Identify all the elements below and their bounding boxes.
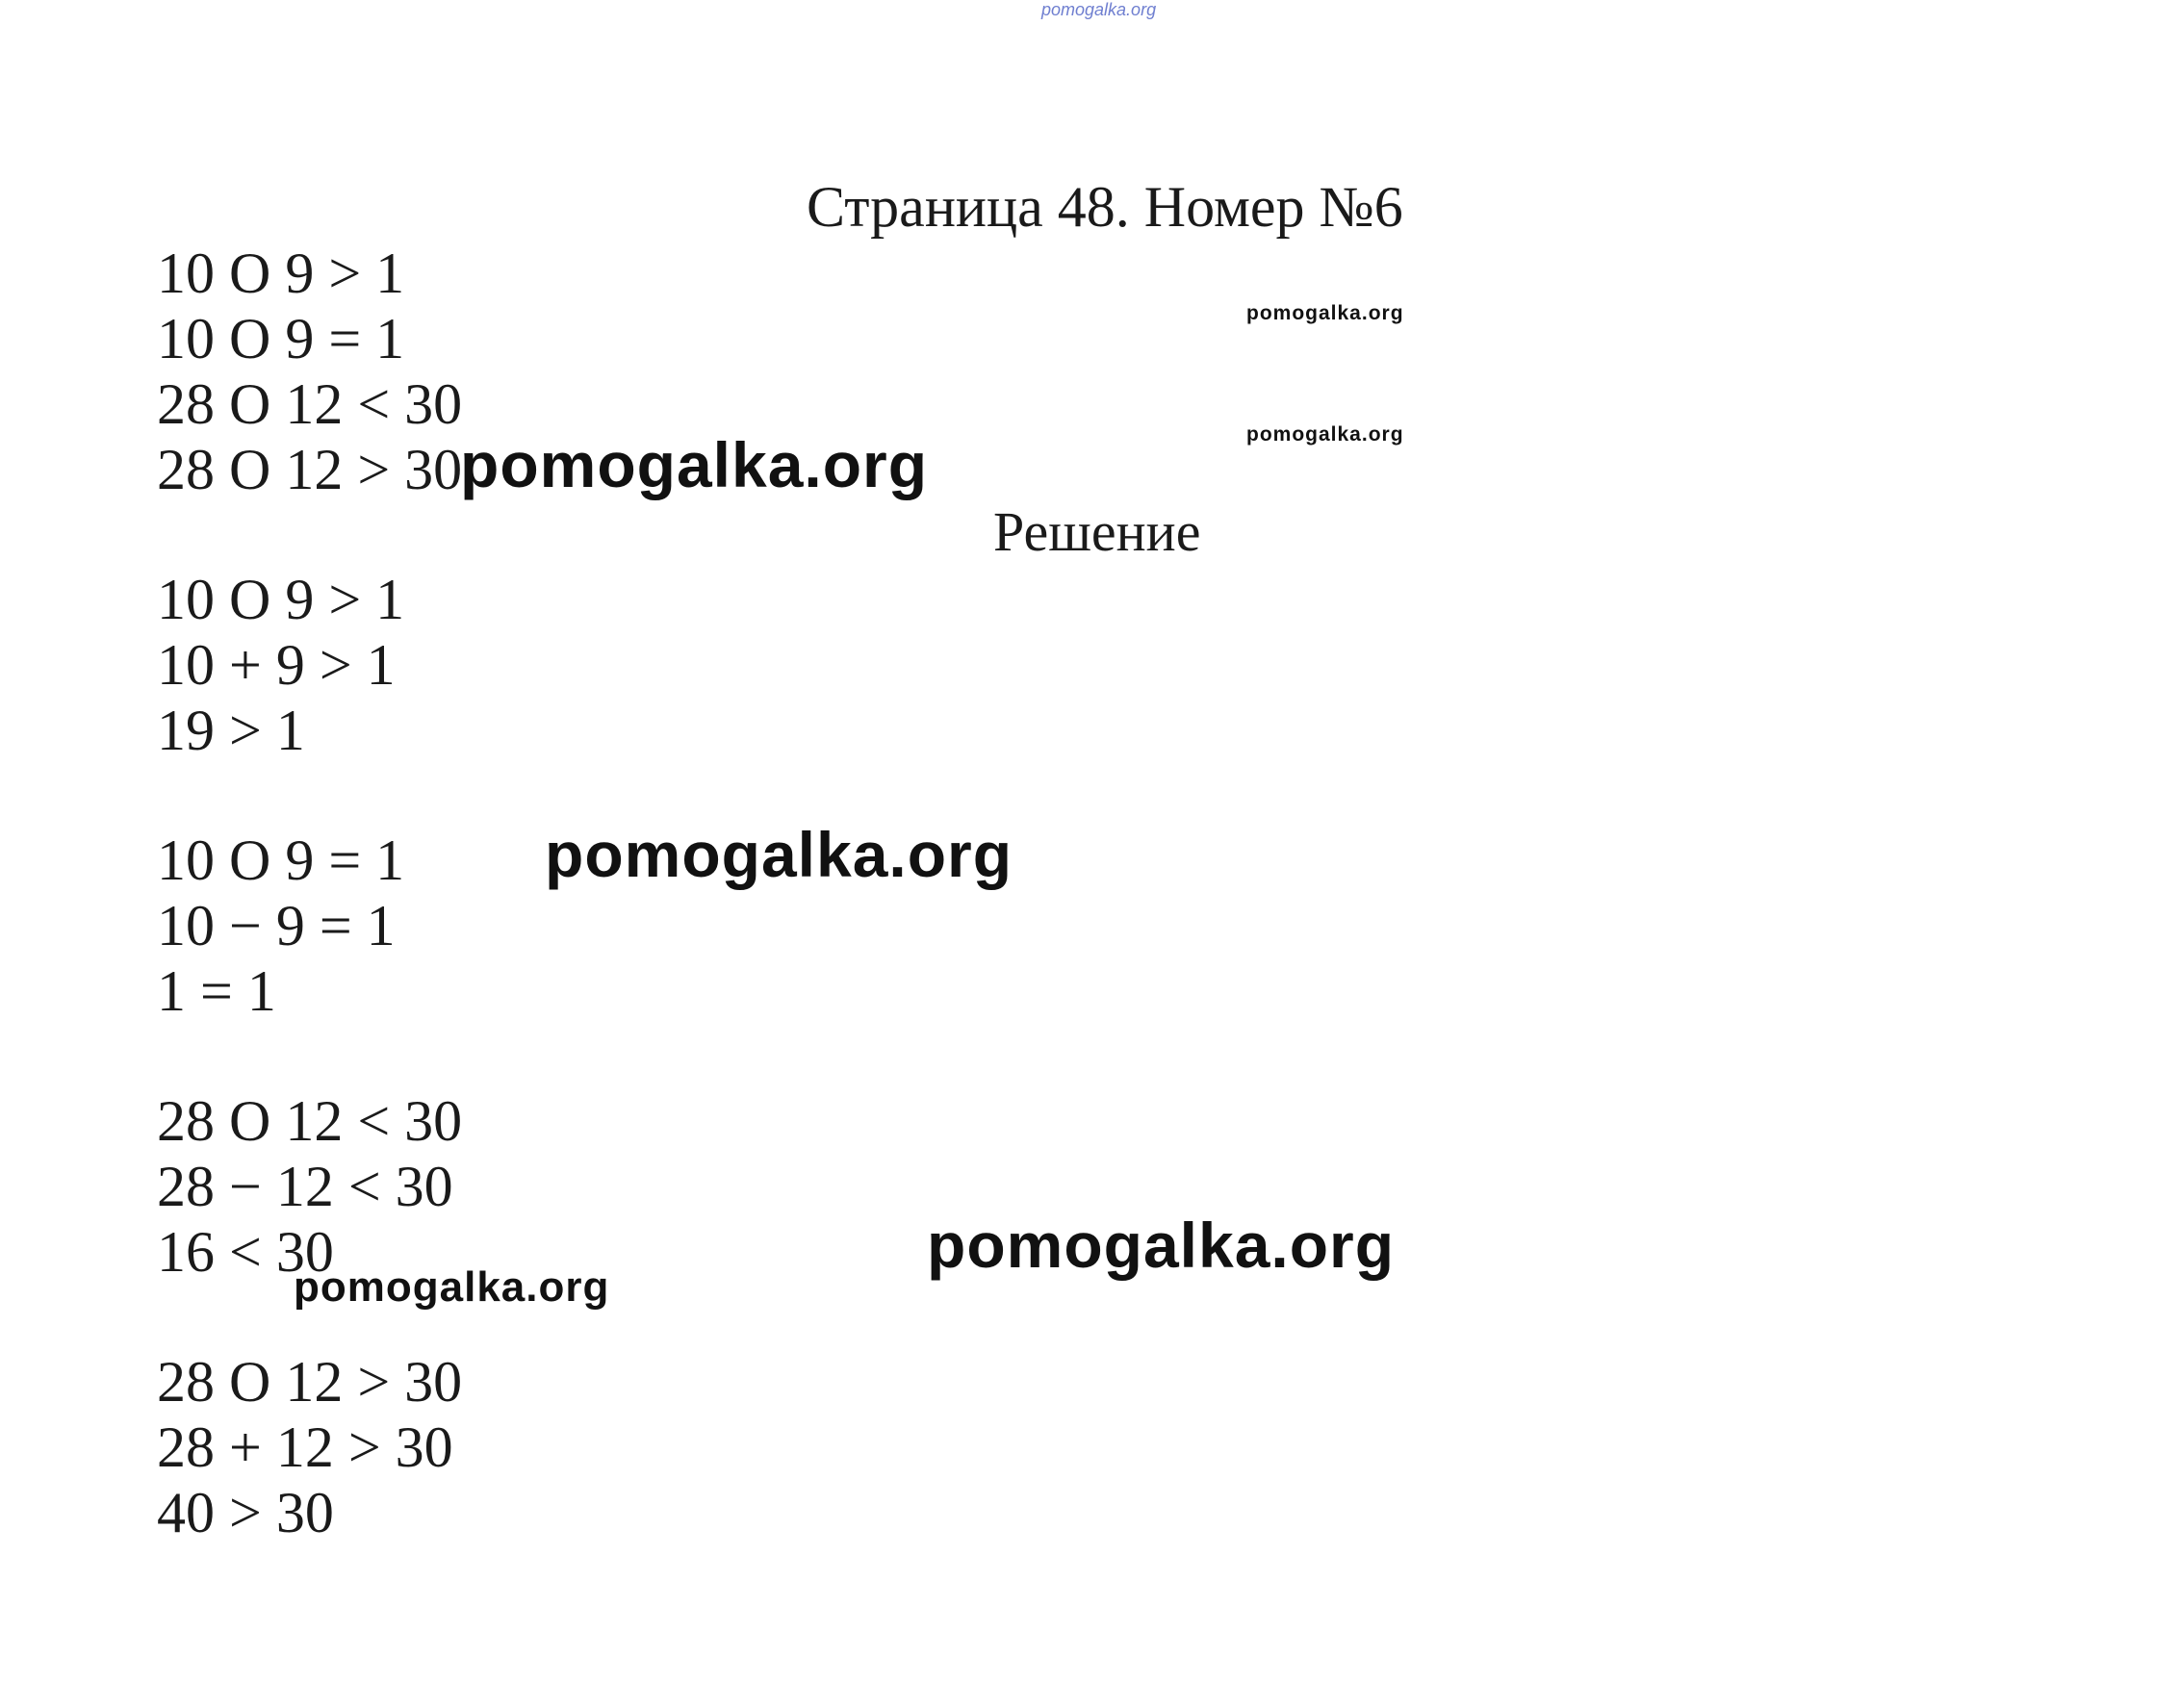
solution-heading: Решение (993, 500, 1201, 563)
task-line: 28 O 12 < 30 (157, 372, 463, 436)
solution-line: 28 O 12 < 30 (157, 1089, 463, 1153)
task-line: 28 O 12 > 30 (157, 438, 463, 501)
solution-line: 16 < 30 (157, 1220, 334, 1284)
solution-block (157, 828, 404, 1024)
solution-line: 10 O 9 > 1 (157, 568, 405, 631)
watermark: pomogalka.org (927, 1210, 1396, 1281)
solution-line: 28 − 12 < 30 (157, 1155, 453, 1218)
solution-line: 28 O 12 > 30 (157, 1350, 463, 1414)
site-link[interactable]: pomogalka.org (1041, 0, 1157, 19)
solution-line: 28 + 12 > 30 (157, 1415, 453, 1479)
watermark: pomogalka.org (545, 819, 1013, 890)
solution-line: 10 − 9 = 1 (157, 894, 396, 957)
solution-block (157, 1088, 462, 1285)
watermark: pomogalka.org (460, 429, 929, 500)
task-line: 10 O 9 = 1 (157, 307, 405, 370)
watermark: pomogalka.org (1246, 302, 1404, 324)
solution-block (157, 567, 404, 763)
solution-line: 10 + 9 > 1 (157, 633, 396, 697)
solution-line: 19 > 1 (157, 699, 305, 762)
solution-line: 1 = 1 (157, 959, 276, 1023)
watermark: pomogalka.org (294, 1263, 610, 1311)
solution-block (157, 1349, 462, 1545)
task-list (157, 241, 462, 502)
solution-line: 10 O 9 = 1 (157, 829, 405, 892)
page-title: Страница 48. Номер №6 (807, 175, 1403, 239)
solution-line: 40 > 30 (157, 1481, 334, 1544)
watermark: pomogalka.org (1246, 423, 1404, 446)
task-line: 10 O 9 > 1 (157, 242, 405, 305)
